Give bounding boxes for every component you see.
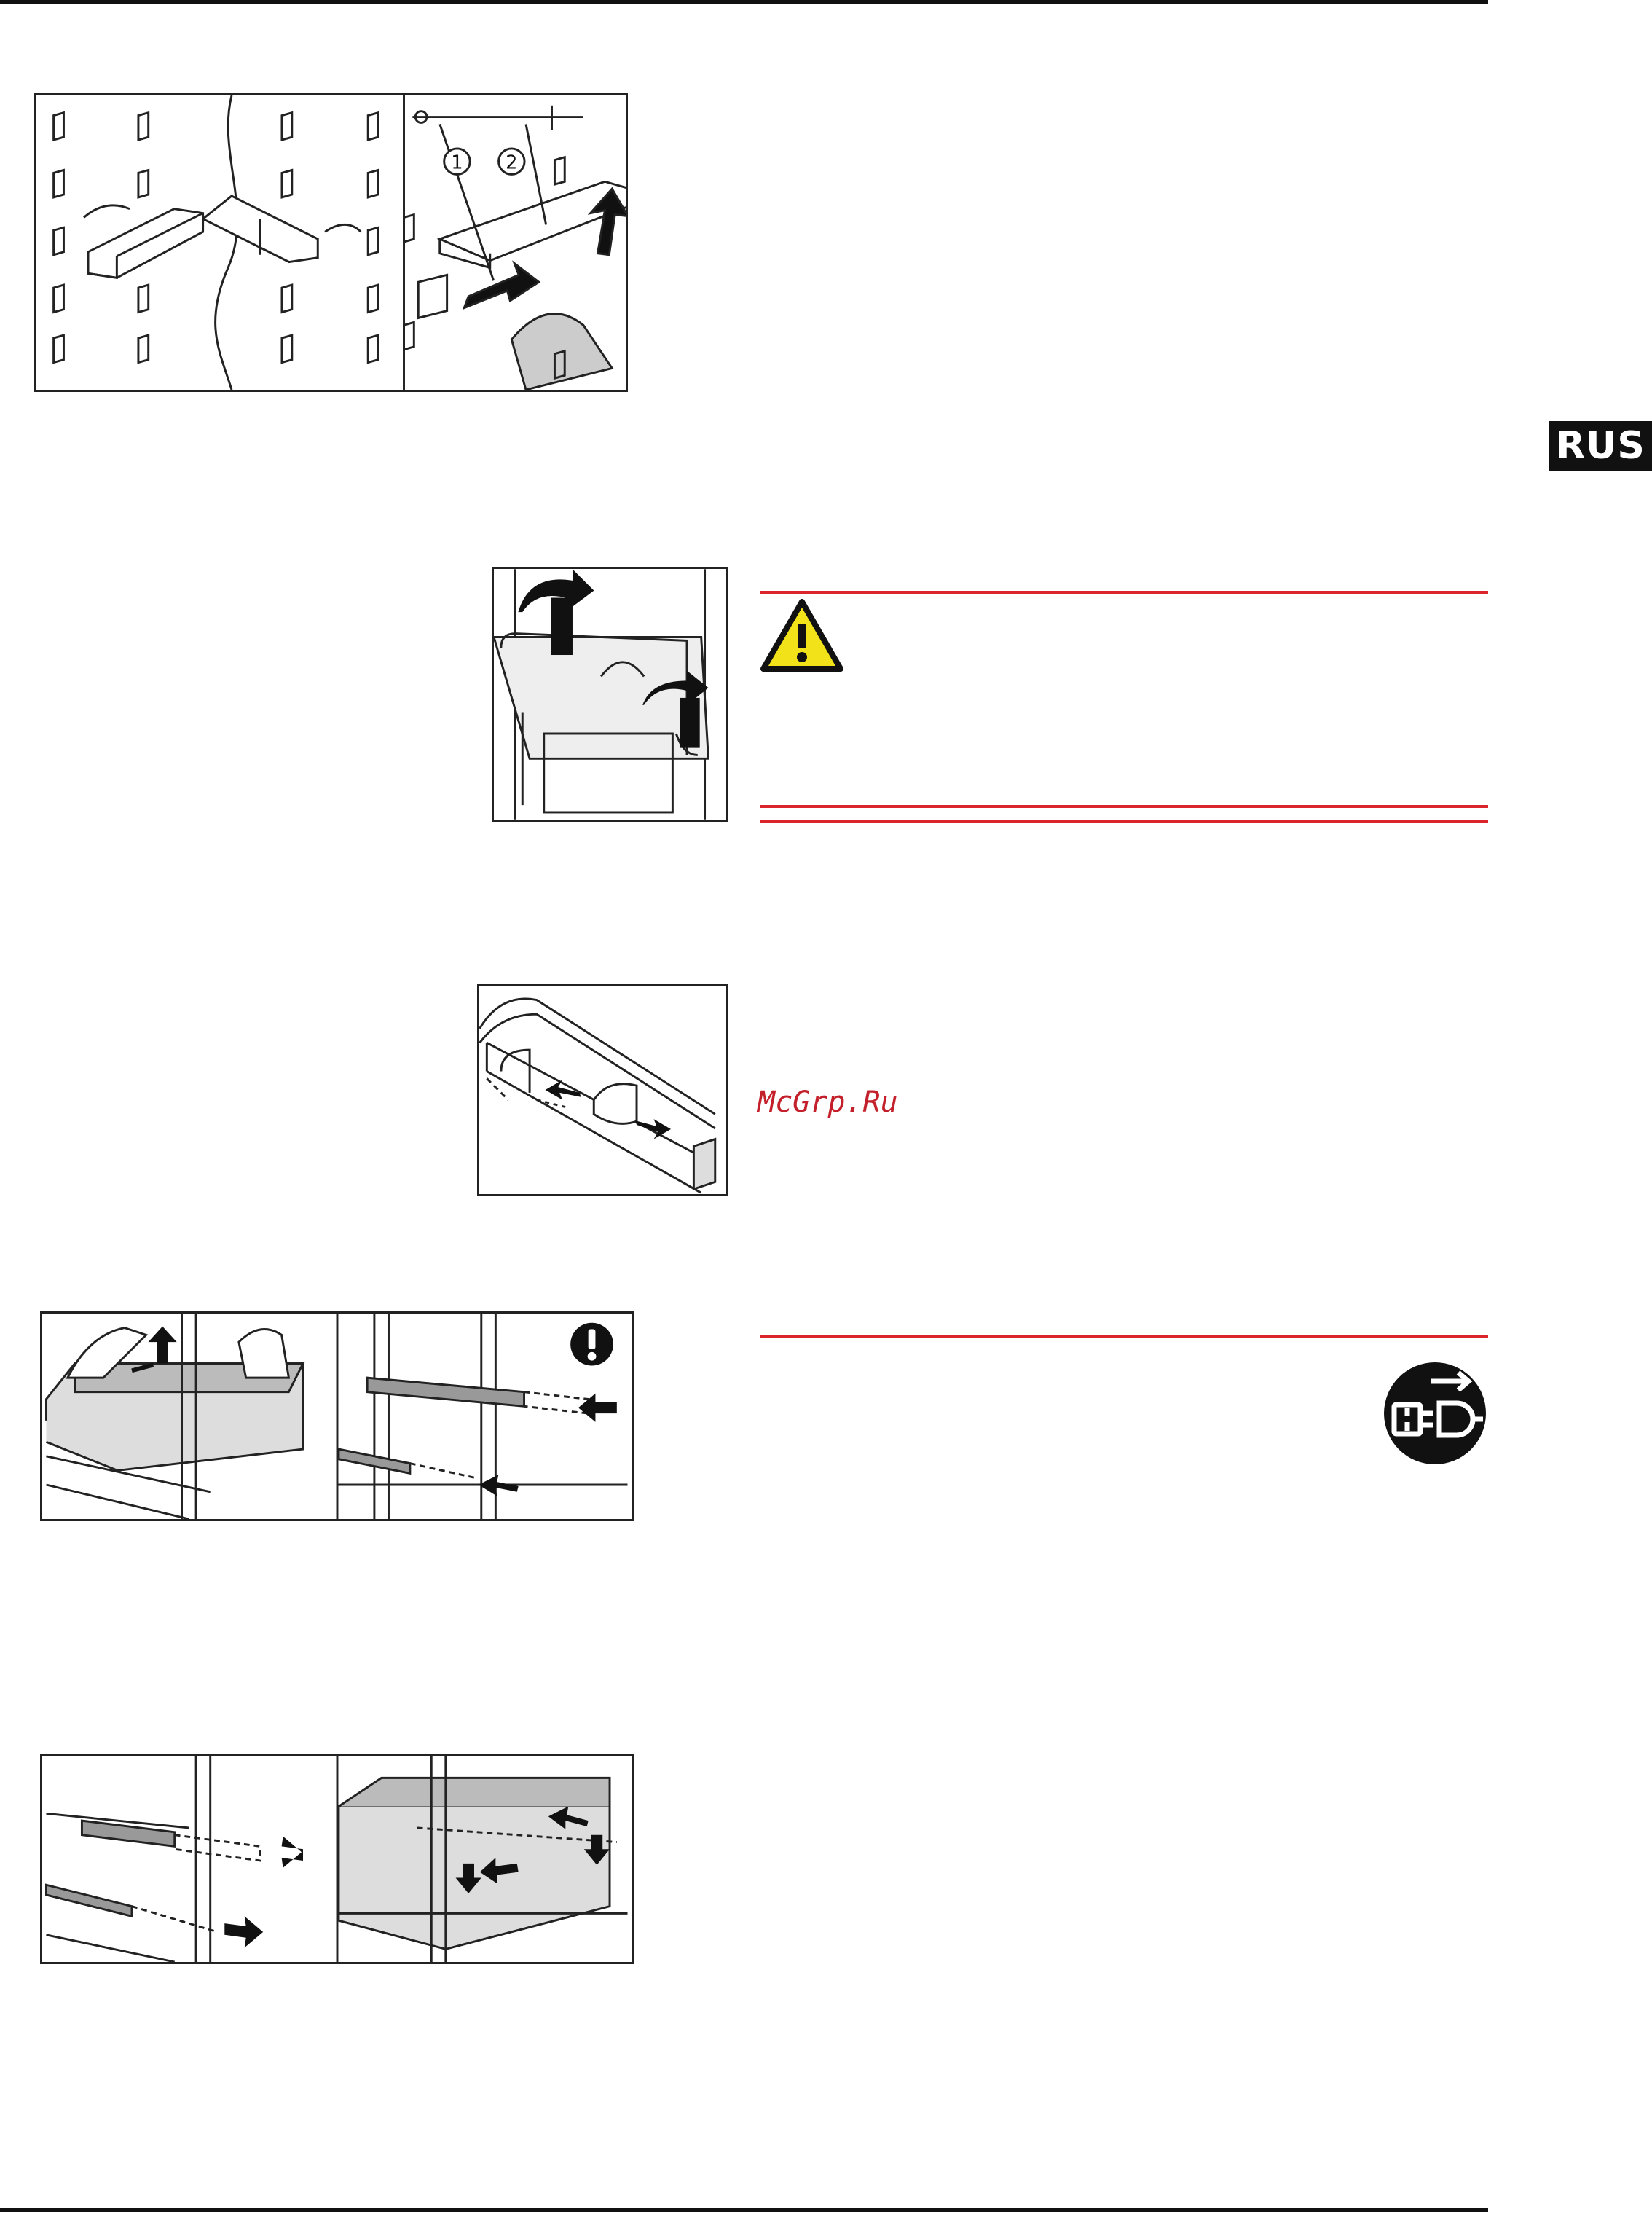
figure-shelf-divider (477, 984, 728, 1196)
figure-shelf-supports (34, 93, 628, 392)
shelf-supports-illustration (36, 95, 626, 390)
section-rule (760, 1335, 1488, 1338)
figure-drawer-removal (40, 1311, 634, 1521)
language-tab: RUS (1549, 421, 1652, 471)
shelf-divider-illustration (479, 986, 726, 1194)
door-shelf-illustration (494, 569, 726, 820)
watermark: McGrp.Ru (758, 1086, 898, 1119)
warning-triangle-icon (760, 599, 843, 672)
top-rule (0, 0, 1488, 4)
callout-2: 2 (506, 152, 518, 174)
figure-drawer-insertion (40, 1754, 634, 1964)
warning-top-rule (760, 591, 1488, 594)
callout-1: 1 (451, 152, 463, 174)
figure-door-shelf (492, 567, 728, 822)
warning-bottom-rule-2 (760, 820, 1488, 823)
warning-bottom-rule-1 (760, 805, 1488, 808)
drawer-removal-illustration (42, 1314, 632, 1519)
drawer-insertion-illustration (42, 1756, 632, 1962)
unplug-power-icon (1382, 1361, 1487, 1466)
bottom-rule (0, 2208, 1488, 2212)
